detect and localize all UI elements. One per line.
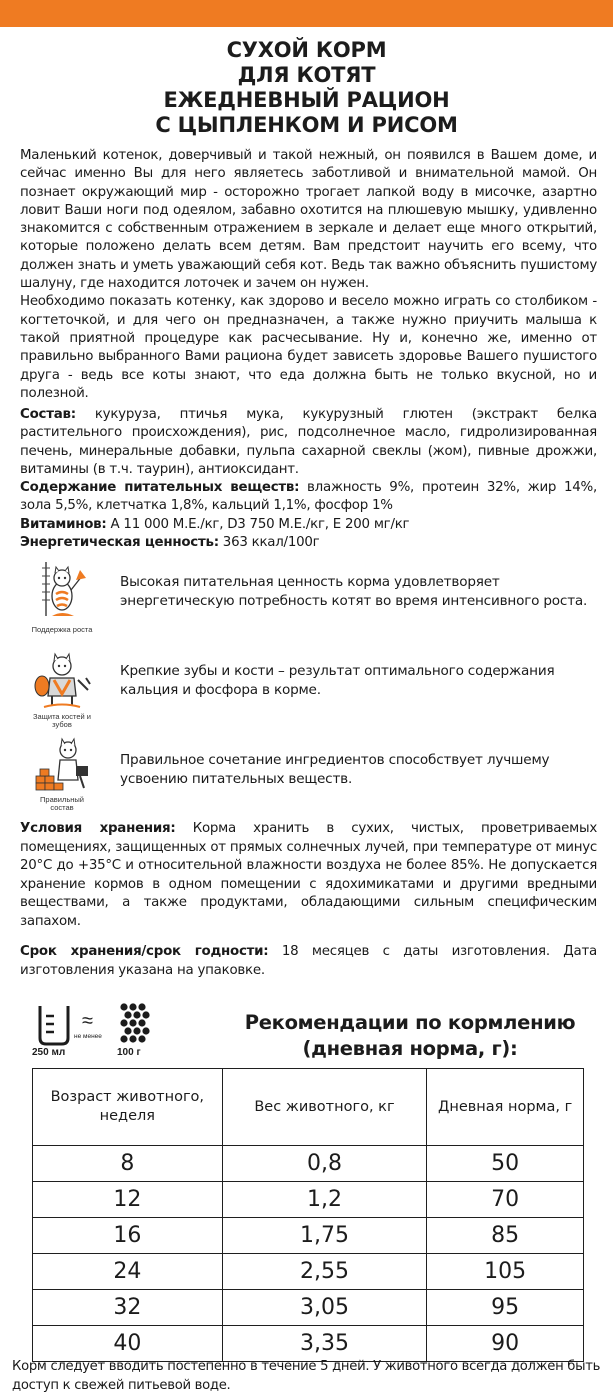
proper-composition-icon xyxy=(30,736,94,796)
kibble-pile-icon xyxy=(118,1002,152,1044)
benefit-composition xyxy=(30,736,600,816)
product-title xyxy=(0,38,613,138)
cell-weight: 0,8 xyxy=(222,1146,427,1182)
vitamins xyxy=(20,516,597,534)
measuring-guide xyxy=(30,1002,180,1062)
cell-norm: 90 xyxy=(427,1326,584,1362)
intro-paragraph-2: Необходимо показать котенку, как здорово и весело можно играть со столбиком - когтеточкой, и для чего он предназначен, а также нужно приучить малыша к такой приятной процедуре как расчесывание. Ну и, конечно же, именно от правильно выбранного Вами рациона будет зависеть здоровье Вашего пушистого друга - ведь все коты знают, что еда должна быть не только вкусной, но и полезной. xyxy=(20,294,597,401)
cell-norm: 105 xyxy=(427,1254,584,1290)
storage-conditions-label: Условия хранения: xyxy=(20,821,176,836)
benefit-bones-teeth xyxy=(30,650,600,730)
cell-norm: 50 xyxy=(427,1146,584,1182)
title-line-1: СУХОЙ КОРМ xyxy=(226,38,387,62)
bone-teeth-protection-icon xyxy=(30,650,94,710)
benefit-caption: Правильный состав xyxy=(40,795,84,812)
cell-norm: 70 xyxy=(427,1182,584,1218)
cell-weight: 1,2 xyxy=(222,1182,427,1218)
table-row xyxy=(33,1326,584,1362)
measuring-cup-icon xyxy=(36,1004,72,1046)
table-row xyxy=(33,1218,584,1254)
title-line-4: С ЦЫПЛЕНКОМ И РИСОМ xyxy=(155,113,458,137)
benefit-text: Правильное сочетание ингредиентов способствует лучшему усвоению питательных веществ. xyxy=(120,752,550,787)
benefit-growth xyxy=(30,558,600,638)
top-accent-bar xyxy=(0,0,613,27)
table-row xyxy=(33,1146,584,1182)
cell-age: 40 xyxy=(33,1326,223,1362)
header-weight: Вес животного, кг xyxy=(222,1069,427,1146)
title-line-3: ЕЖЕДНЕВНЫЙ РАЦИОН xyxy=(163,88,450,112)
cell-age: 12 xyxy=(33,1182,223,1218)
energy-label: Энергетическая ценность: xyxy=(20,535,219,551)
benefit-text: Высокая питательная ценность корма удовлетворяет энергетическую потребность котят во время интенсивного роста. xyxy=(120,574,588,609)
intro-paragraph-1: Маленький котенок, доверчивый и такой нежный, он появился в Вашем доме, и сейчас именно Вы для него являетесь заботливой и внимательной мамой. Он познает окружающий мир - осторожно трогает лапкой воду в мисочке, азартно ловит Ваши ноги под одеялом, забавно охотится на плюшевую мышку, удивленно знакомится с собственным отражением в зеркале и делает еще много открытий, которые положено делать всем детям. Вам предстоит научить его всему, что должен знать и уметь уважающий себя кот. Ведь так важно объяснить пушистому шалуну, где находится лоточек и зачем он нужен. xyxy=(20,148,597,292)
storage-info xyxy=(20,820,597,992)
feeding-title-line-1: Рекомендации по кормлению xyxy=(244,1011,576,1034)
nutrients xyxy=(20,479,597,516)
benefit-caption: Защита костей и зубов xyxy=(33,712,91,729)
benefit-text: Крепкие зубы и кости – результат оптимального содержания кальция и фосфора в корме. xyxy=(120,663,555,698)
nutrients-label: Содержание питательных веществ: xyxy=(20,480,300,496)
vitamins-label: Витаминов: xyxy=(20,516,107,532)
cell-weight: 1,75 xyxy=(222,1218,427,1254)
title-line-2: ДЛЯ КОТЯТ xyxy=(237,63,376,87)
approx-sign: ≈ xyxy=(82,1010,93,1032)
composition-label: Состав: xyxy=(20,407,76,422)
feeding-title-line-2: (дневная норма, г): xyxy=(302,1037,518,1060)
table-header-row xyxy=(33,1069,584,1146)
not-less-label: не менее xyxy=(74,1033,102,1040)
cell-weight: 2,55 xyxy=(222,1254,427,1290)
kibble-weight-label: 100 г xyxy=(117,1047,141,1058)
shelf-life-label: Срок хранения/срок годности: xyxy=(20,944,269,959)
benefit-caption: Поддержка роста xyxy=(31,625,93,634)
cell-weight: 3,35 xyxy=(222,1326,427,1362)
header-daily-norm: Дневная норма, г xyxy=(427,1069,584,1146)
cell-norm: 85 xyxy=(427,1218,584,1254)
cell-age: 8 xyxy=(33,1146,223,1182)
cup-volume-label: 250 мл xyxy=(32,1047,66,1058)
energy-value: 363 ккал/100г xyxy=(218,535,320,551)
cell-weight: 3,05 xyxy=(222,1290,427,1326)
nutrients-value: влажность 9%, протеин 32%, жир 14%, зола 5,5%, клетчатка 1,8%, кальций 1,1%, фосфор 1% xyxy=(20,480,597,514)
shelf-life xyxy=(20,943,597,980)
table-row xyxy=(33,1182,584,1218)
feeding-footnote: Корм следует вводить постепенно в течение 5 дней. У животного всегда должен быть доступ к свежей питьевой воде. xyxy=(12,1359,601,1393)
feeding-table xyxy=(32,1068,584,1362)
composition-value: кукуруза, птичья мука, кукурузный глютен (экстракт белка растительного происхождения), рис, подсолнечное масло, гидролизированная печень, минеральные добавки, пульпа сахарной свеклы (жом), пивные дрожжи, витамины (в т.ч. таурин), антиоксидант. xyxy=(20,407,597,477)
shelf-life-value: 18 месяцев с даты изготовления. Дата изготовления указана на упаковке. xyxy=(20,944,597,978)
header-age: Возраст животного, неделя xyxy=(33,1069,223,1146)
intro-text xyxy=(20,147,597,403)
table-row xyxy=(33,1254,584,1290)
storage-conditions xyxy=(20,820,597,931)
vitamins-value: А 11 000 М.Е./кг, D3 750 М.Е./кг, Е 200 мг/кг xyxy=(106,516,410,532)
cell-age: 24 xyxy=(33,1254,223,1290)
storage-conditions-value: Корма хранить в сухих, чистых, проветриваемых помещениях, защищенных от прямых солнечных лучей, при температуре от минус 20°С до +35°С и относительной влажности воздуха не более 85%. Не допускается хранение кормов в одном помещении с ядохимикатами и другими вредными веществами, а также продуктами, обладающими сильным специфическим запахом. xyxy=(20,821,597,929)
composition xyxy=(20,406,597,479)
table-row xyxy=(33,1290,584,1326)
energy xyxy=(20,534,597,552)
growth-support-icon xyxy=(30,558,94,618)
feeding-recommendations-title xyxy=(215,1010,605,1062)
cell-age: 32 xyxy=(33,1290,223,1326)
cell-norm: 95 xyxy=(427,1290,584,1326)
specifications xyxy=(20,406,597,552)
cell-age: 16 xyxy=(33,1218,223,1254)
